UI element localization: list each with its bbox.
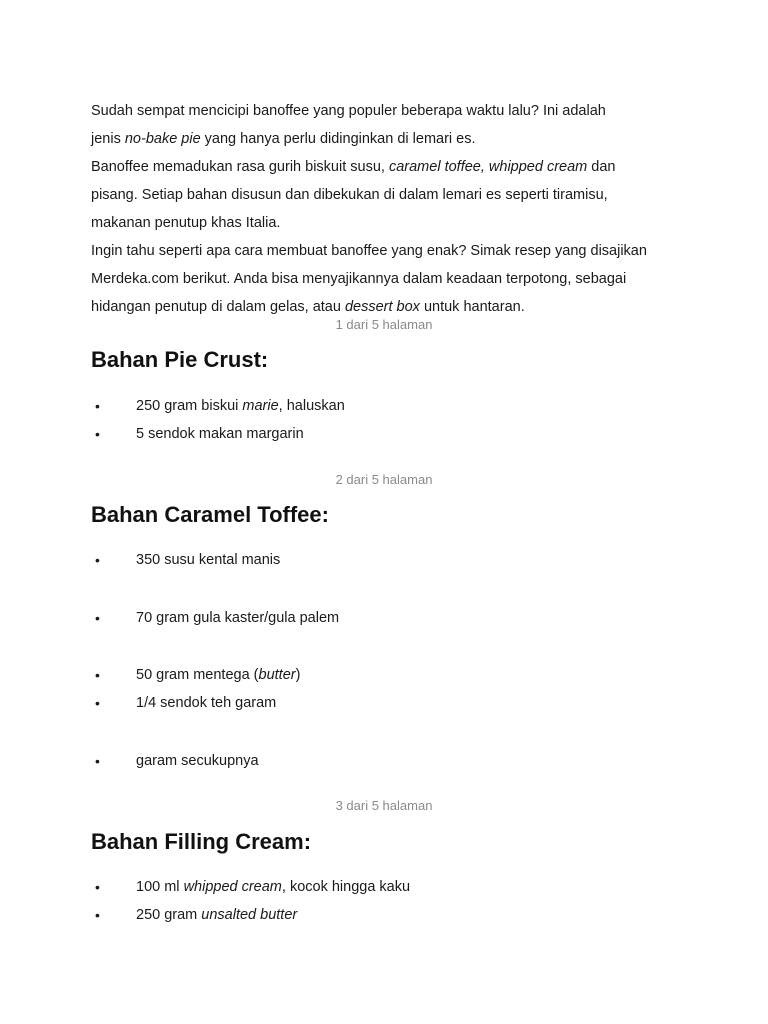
list-item-text: 50 gram mentega (butter) bbox=[136, 667, 301, 683]
bullet-icon: • bbox=[95, 610, 100, 626]
intro-line bbox=[91, 97, 691, 125]
list-item-text: 5 sendok makan margarin bbox=[136, 426, 304, 442]
list-item-text: 350 susu kental manis bbox=[136, 552, 281, 568]
list-item-text: 70 gram gula kaster/gula palem bbox=[136, 610, 340, 626]
bullet-icon: • bbox=[95, 879, 100, 895]
intro-line bbox=[91, 209, 691, 237]
intro-text: jenis bbox=[91, 131, 125, 147]
page-indicator: 2 dari 5 halaman bbox=[335, 472, 433, 487]
section-title-filling-cream: Bahan Filling Cream: bbox=[91, 829, 312, 854]
bullet-icon: • bbox=[95, 426, 100, 442]
intro-text: dan bbox=[587, 159, 616, 175]
list-item-text: 250 gram biskui marie, haluskan bbox=[136, 398, 345, 414]
section-title-pie-crust: Bahan Pie Crust: bbox=[91, 347, 269, 372]
intro-text: pisang. Setiap bahan disusun dan dibekukan di dalam lemari es seperti tiramisu, bbox=[91, 187, 608, 203]
section-title-caramel-toffee: Bahan Caramel Toffee: bbox=[91, 502, 329, 527]
intro-line bbox=[91, 125, 691, 153]
list-item-text: garam secukupnya bbox=[136, 753, 259, 769]
intro-line bbox=[91, 237, 691, 265]
bullet-icon: • bbox=[95, 907, 100, 923]
intro-paragraph bbox=[91, 97, 691, 321]
page-indicator: 1 dari 5 halaman bbox=[335, 317, 433, 332]
intro-line bbox=[91, 181, 691, 209]
bullet-icon: • bbox=[95, 753, 100, 769]
intro-emphasis: no-bake pie bbox=[124, 131, 201, 147]
intro-text: Banoffee memadukan rasa gurih biskuit susu, bbox=[91, 159, 389, 175]
intro-line bbox=[91, 265, 691, 293]
intro-text: Merdeka.com berikut. Anda bisa menyajikannya dalam keadaan terpotong, sebagai bbox=[91, 271, 627, 287]
intro-emphasis: dessert box bbox=[344, 299, 420, 315]
intro-text: untuk hantaran. bbox=[419, 299, 525, 315]
intro-text: yang hanya perlu didinginkan di lemari es. bbox=[200, 131, 476, 147]
intro-text: Ingin tahu seperti apa cara membuat banoffee yang enak? Simak resep yang disajikan bbox=[91, 243, 647, 259]
intro-text: hidangan penutup di dalam gelas, atau bbox=[91, 299, 345, 315]
bullet-icon: • bbox=[95, 398, 100, 414]
list-item-text: 1/4 sendok teh garam bbox=[136, 695, 277, 711]
intro-emphasis: caramel toffee, whipped cream bbox=[388, 159, 588, 175]
list-item-text: 250 gram unsalted butter bbox=[136, 907, 298, 923]
intro-text: Sudah sempat mencicipi banoffee yang populer beberapa waktu lalu? Ini adalah bbox=[91, 103, 606, 119]
bullet-icon: • bbox=[95, 667, 100, 683]
bullet-icon: • bbox=[95, 552, 100, 568]
intro-text: makanan penutup khas Italia. bbox=[91, 215, 281, 231]
intro-line bbox=[91, 153, 691, 181]
list-item-text: 100 ml whipped cream, kocok hingga kaku bbox=[136, 879, 411, 895]
bullet-icon: • bbox=[95, 695, 100, 711]
page-indicator: 3 dari 5 halaman bbox=[335, 798, 433, 813]
